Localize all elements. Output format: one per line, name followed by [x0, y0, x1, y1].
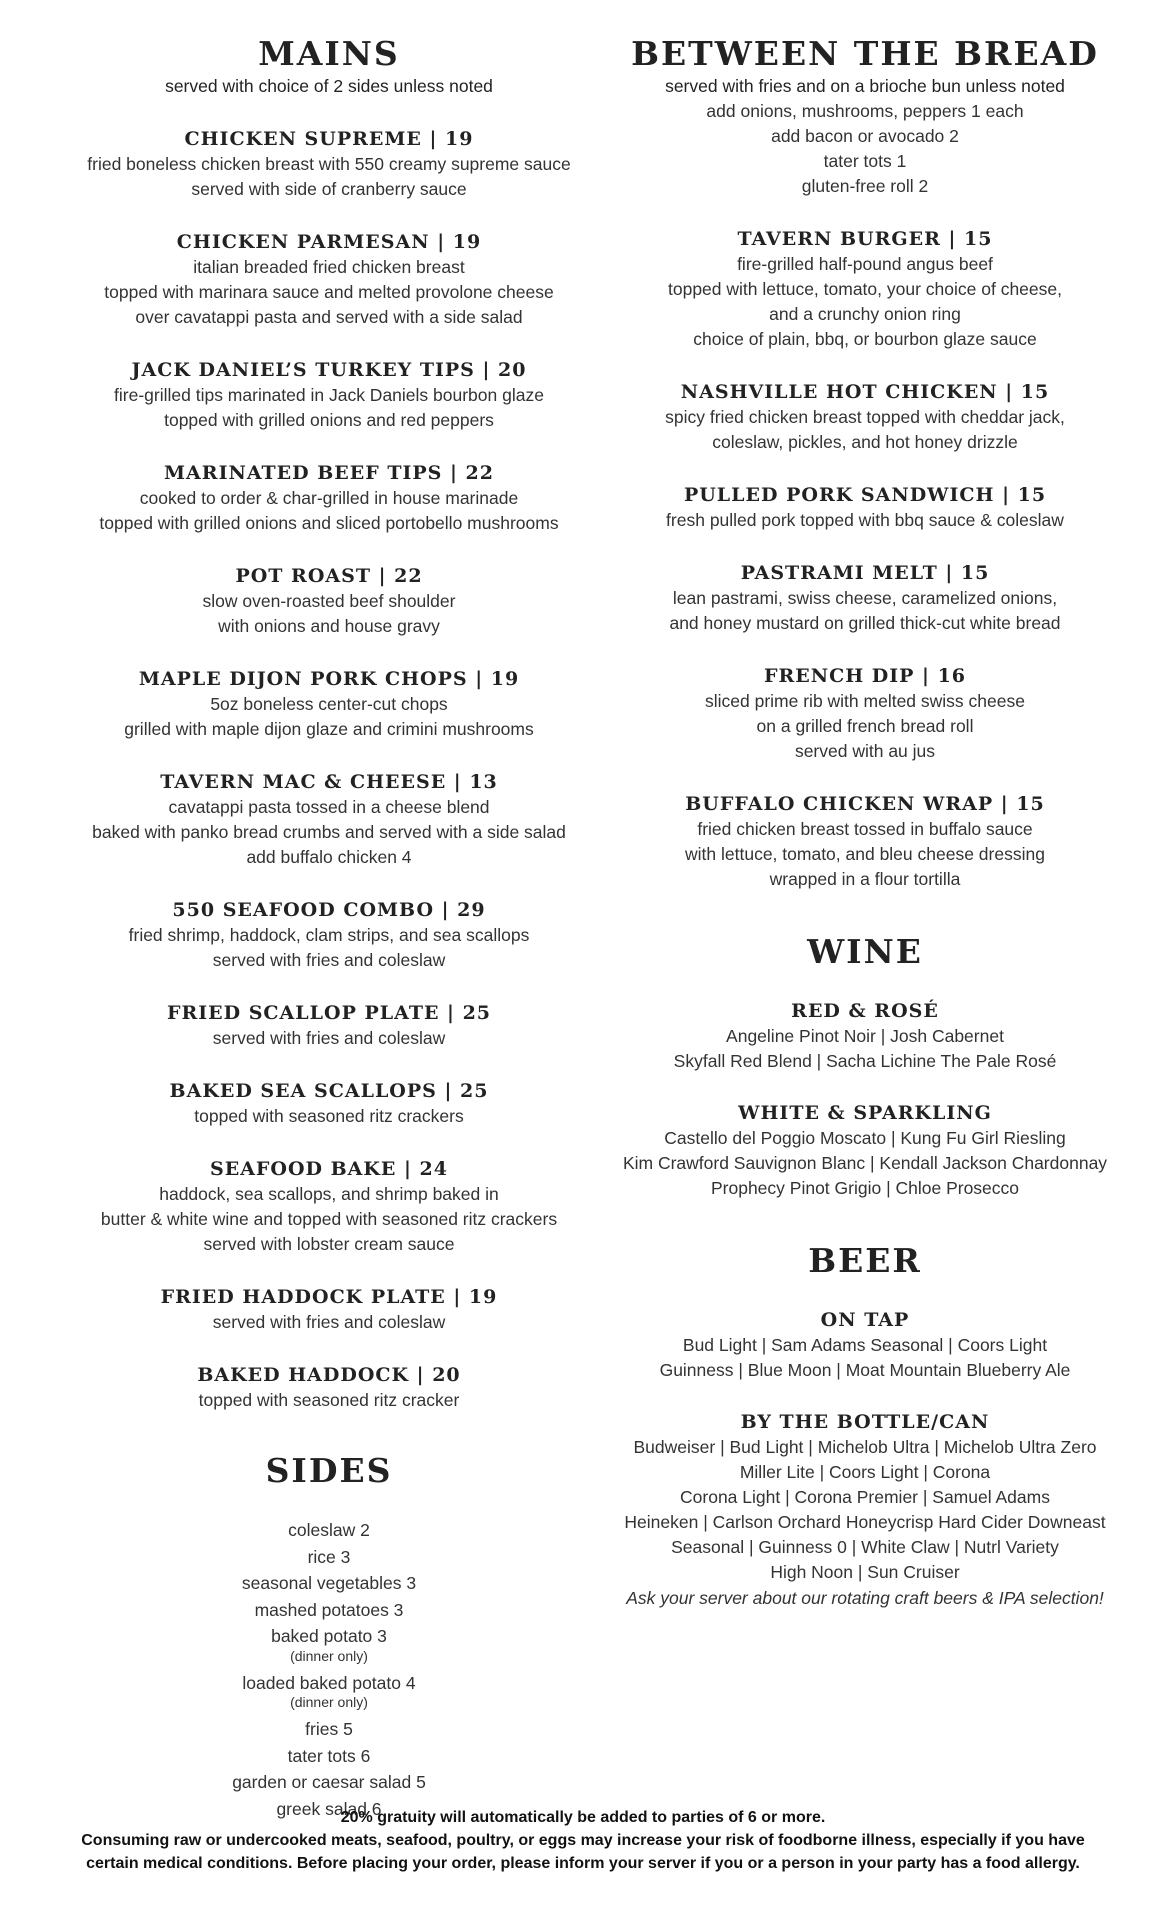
menu-item-name: FRIED HADDOCK PLATE | 19	[160, 1286, 498, 1308]
menu-item-description: 5oz boneless center-cut chops	[210, 694, 448, 714]
menu-item-description: sliced prime rib with melted swiss cheese	[705, 691, 1025, 711]
craft-beer-note: Ask your server about our rotating craft beers & IPA selection!	[626, 1588, 1104, 1608]
menu-item	[40, 229, 618, 330]
bread-addons	[590, 99, 1140, 199]
menu-item	[40, 357, 618, 433]
menu-item-name: FRIED SCALLOP PLATE | 25	[166, 1002, 492, 1024]
addon-line: add onions, mushrooms, peppers 1 each	[706, 101, 1024, 121]
wine-list-line: Castello del Poggio Moscato | Kung Fu Girl Riesling	[664, 1128, 1066, 1148]
menu-item-description: fire-grilled half-pound angus beef	[737, 254, 993, 274]
wine-list-line: Kim Crawford Sauvignon Blanc | Kendall Jackson Chardonnay	[622, 1153, 1108, 1173]
side-item: loaded baked potato 4	[242, 1672, 416, 1693]
beer-list-line: High Noon | Sun Cruiser	[770, 1562, 960, 1582]
menu-item-description: cooked to order & char-grilled in house marinade	[139, 488, 519, 508]
beer-group	[590, 1307, 1140, 1383]
beer-group-title: BY THE BOTTLE/CAN	[740, 1411, 990, 1433]
menu-item	[590, 791, 1140, 892]
menu-item-description: spicy fried chicken breast topped with cheddar jack,	[665, 407, 1065, 427]
menu-item-name: BAKED HADDOCK | 20	[197, 1364, 461, 1386]
menu-item-name: BAKED SEA SCALLOPS | 25	[169, 1080, 489, 1102]
beer-title: BEER	[808, 1241, 922, 1280]
addon-line: add bacon or avocado 2	[771, 126, 959, 146]
menu-item-description: with lettuce, tomato, and bleu cheese dressing	[685, 844, 1045, 864]
bread-list	[590, 226, 1140, 892]
menu-item	[590, 226, 1140, 352]
wine-list-line: Skyfall Red Blend | Sacha Lichine The Pale Rosé	[673, 1051, 1057, 1071]
wine-group-title: RED & ROSÉ	[791, 1000, 939, 1022]
menu-item-name: CHICKEN PARMESAN | 19	[176, 231, 482, 253]
menu-item-name: JACK DANIEL’S TURKEY TIPS | 20	[131, 359, 527, 381]
side-item-note: (dinner only)	[290, 1647, 368, 1664]
menu-item	[40, 666, 618, 742]
menu-item-description: wrapped in a flour tortilla	[769, 869, 961, 889]
menu-item-description: served with au jus	[794, 741, 936, 761]
menu-item-description: fried shrimp, haddock, clam strips, and sea scallops	[128, 925, 530, 945]
side-item: greek salad 6	[276, 1798, 382, 1819]
menu-item-description: topped with marinara sauce and melted provolone cheese	[104, 282, 554, 302]
menu-item	[40, 1000, 618, 1051]
menu-item-description: haddock, sea scallops, and shrimp baked in	[159, 1184, 499, 1204]
mains-list	[40, 126, 618, 1413]
side-item: baked potato 3	[271, 1626, 387, 1646]
menu-item-description: with onions and house gravy	[218, 616, 440, 636]
side-item: fries 5	[305, 1719, 353, 1739]
menu-item-description: served with lobster cream sauce	[203, 1234, 455, 1254]
menu-item-description: served with side of cranberry sauce	[191, 179, 467, 199]
footer-disclaimer	[60, 1806, 1106, 1875]
menu-item	[40, 897, 618, 973]
footer-line: Consuming raw or undercooked meats, seafood, poultry, or eggs may increase your risk of foodborne illness, especially if you have	[81, 1832, 1085, 1849]
menu-item-name: BUFFALO CHICKEN WRAP | 15	[685, 793, 1045, 815]
wine-group	[590, 998, 1140, 1074]
beer-list-line: Miller Lite | Coors Light | Corona	[739, 1462, 991, 1482]
beer-list-line: Heineken | Carlson Orchard Honeycrisp Hard Cider Downeast	[624, 1512, 1106, 1532]
menu-item-name: SEAFOOD BAKE | 24	[209, 1158, 448, 1180]
side-item: garden or caesar salad 5	[232, 1772, 426, 1792]
menu-item	[590, 482, 1140, 533]
menu-item-name: MAPLE DIJON PORK CHOPS | 19	[138, 668, 520, 690]
menu-item-name: MARINATED BEEF TIPS | 22	[164, 462, 494, 484]
side-item: rice 3	[307, 1546, 351, 1567]
menu-item-description: topped with grilled onions and red peppers	[164, 410, 494, 430]
menu-item	[590, 560, 1140, 636]
wine-group-title: WHITE & SPARKLING	[738, 1102, 992, 1124]
menu-item-name: CHICKEN SUPREME | 19	[184, 128, 474, 150]
menu-item	[40, 563, 618, 639]
menu-item-description: lean pastrami, swiss cheese, caramelized onions,	[672, 588, 1058, 608]
menu-item-description: add buffalo chicken 4	[246, 847, 412, 867]
beer-group	[590, 1409, 1140, 1585]
sides-title: SIDES	[265, 1451, 393, 1490]
menu-item-description: grilled with maple dijon glaze and crimini mushrooms	[124, 719, 534, 739]
footer-line: certain medical conditions. Before placing your order, please inform your server if you or a person in your party has a food allergy.	[86, 1855, 1080, 1872]
side-item: mashed potatoes 3	[254, 1599, 404, 1620]
menu-item-description: fresh pulled pork topped with bbq sauce & coleslaw	[666, 510, 1064, 530]
menu-item-description: topped with seasoned ritz crackers	[194, 1106, 464, 1126]
beer-list-line: Budweiser | Bud Light | Michelob Ultra | Michelob Ultra Zero	[633, 1437, 1097, 1457]
beer-group-title: ON TAP	[820, 1309, 910, 1331]
side-item: seasonal vegetables 3	[241, 1573, 417, 1593]
menu-item-name: PULLED PORK SANDWICH | 15	[683, 484, 1047, 506]
menu-item-description: and a crunchy onion ring	[769, 304, 961, 324]
menu-item-name: TAVERN BURGER | 15	[737, 228, 993, 250]
wine-group	[590, 1100, 1140, 1201]
menu-item-description: and honey mustard on grilled thick-cut white bread	[669, 613, 1061, 633]
beer-list-line: Bud Light | Sam Adams Seasonal | Coors Light	[682, 1335, 1048, 1355]
sides-section	[40, 1451, 618, 1822]
menu-item	[590, 663, 1140, 764]
wine-list	[590, 998, 1140, 1201]
menu-item	[40, 1156, 618, 1257]
menu-item-description: served with fries and coleslaw	[212, 1028, 446, 1048]
menu-item-description: served with fries and coleslaw	[212, 1312, 446, 1332]
menu-item-description: italian breaded fried chicken breast	[193, 257, 465, 277]
menu-item-description: fire-grilled tips marinated in Jack Daniels bourbon glaze	[114, 385, 544, 405]
wine-list-line: Angeline Pinot Noir | Josh Cabernet	[726, 1026, 1004, 1046]
menu-item-name: FRENCH DIP | 16	[763, 665, 967, 687]
menu-item-name: PASTRAMI MELT | 15	[740, 562, 990, 584]
left-column	[40, 34, 618, 1822]
menu-item	[40, 460, 618, 536]
wine-title: WINE	[807, 932, 923, 971]
menu-item	[40, 126, 618, 202]
menu-item-name: NASHVILLE HOT CHICKEN | 15	[680, 381, 1050, 403]
side-item: coleslaw 2	[288, 1520, 370, 1540]
beer-list-line: Guinness | Blue Moon | Moat Mountain Blueberry Ale	[659, 1360, 1071, 1380]
menu-item	[40, 1362, 618, 1413]
menu-item-description: baked with panko bread crumbs and served with a side salad	[92, 822, 566, 842]
wine-list-line: Prophecy Pinot Grigio | Chloe Prosecco	[710, 1178, 1020, 1198]
menu-item-description: topped with seasoned ritz cracker	[198, 1390, 460, 1410]
menu-item-description: topped with grilled onions and sliced portobello mushrooms	[99, 513, 559, 533]
mains-title: MAINS	[258, 34, 400, 73]
beer-list-line: Corona Light | Corona Premier | Samuel Adams	[680, 1487, 1050, 1507]
sides-list	[40, 1517, 618, 1822]
addon-line: gluten-free roll 2	[801, 176, 929, 196]
menu-item-name: 550 SEAFOOD COMBO | 29	[172, 899, 486, 921]
menu-item	[590, 379, 1140, 455]
menu-item	[40, 1078, 618, 1129]
menu-item-description: slow oven-roasted beef shoulder	[202, 591, 456, 611]
side-item-note: (dinner only)	[290, 1694, 368, 1710]
wine-section	[590, 932, 1140, 1201]
beer-section	[590, 1241, 1140, 1611]
menu-item	[40, 1284, 618, 1335]
beer-list	[590, 1307, 1140, 1585]
menu-item-description: cavatappi pasta tossed in a cheese blend	[168, 797, 490, 817]
menu-item-name: TAVERN MAC & CHEESE | 13	[160, 771, 498, 793]
menu-item	[40, 769, 618, 870]
addon-line: tater tots 1	[823, 151, 907, 171]
menu-item-description: on a grilled french bread roll	[756, 716, 974, 736]
menu-item-description: butter & white wine and topped with seasoned ritz crackers	[100, 1209, 558, 1229]
menu-item-description: fried chicken breast tossed in buffalo sauce	[697, 819, 1033, 839]
bread-subtitle: served with fries and on a brioche bun unless noted	[665, 76, 1065, 96]
menu-item-description: over cavatappi pasta and served with a side salad	[135, 307, 523, 327]
menu-item-description: fried boneless chicken breast with 550 creamy supreme sauce	[87, 154, 571, 174]
bread-title: BETWEEN THE BREAD	[631, 34, 1099, 73]
side-item: tater tots 6	[287, 1745, 371, 1766]
menu-item-description: topped with lettuce, tomato, your choice of cheese,	[668, 279, 1062, 299]
mains-subtitle: served with choice of 2 sides unless noted	[165, 76, 493, 96]
menu-item-description: choice of plain, bbq, or bourbon glaze sauce	[693, 329, 1037, 349]
menu-item-description: served with fries and coleslaw	[212, 950, 446, 970]
menu-item-name: POT ROAST | 22	[235, 565, 423, 587]
beer-list-line: Seasonal | Guinness 0 | White Claw | Nutrl Variety	[671, 1537, 1059, 1557]
right-column	[590, 34, 1140, 1611]
footer-line: 20% gratuity will automatically be added to parties of 6 or more.	[340, 1809, 826, 1826]
menu-item-description: coleslaw, pickles, and hot honey drizzle	[712, 432, 1018, 452]
